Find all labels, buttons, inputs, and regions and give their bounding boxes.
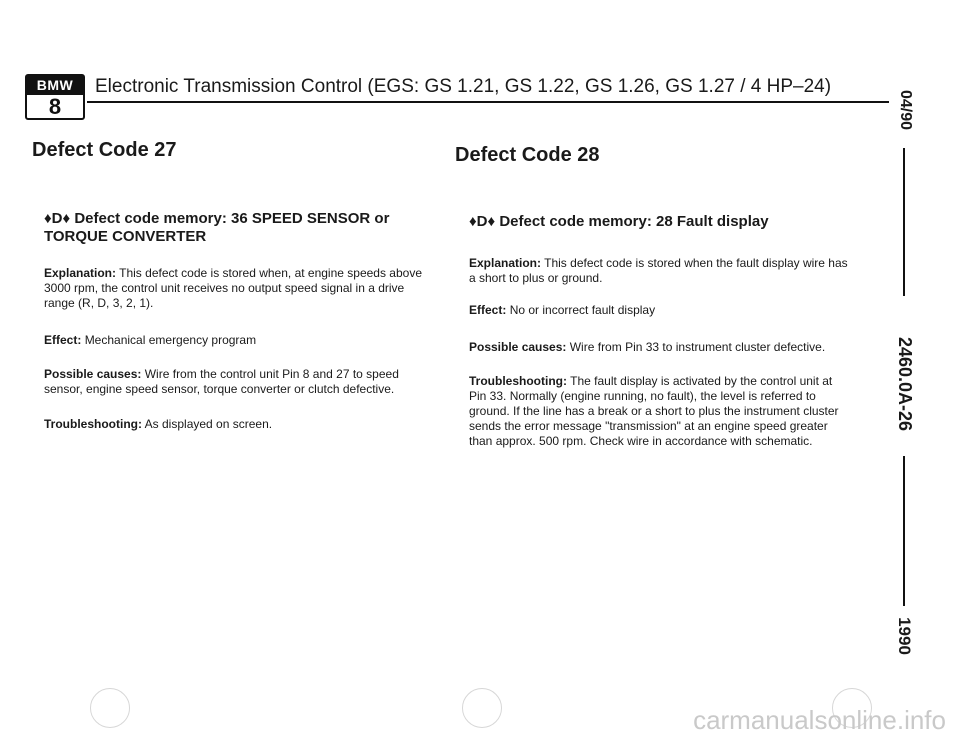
left-causes-label: Possible causes: bbox=[44, 367, 142, 381]
bmw-group-badge bbox=[25, 74, 85, 120]
right-troubleshooting bbox=[469, 374, 849, 449]
margin-date: 04/90 bbox=[897, 89, 914, 131]
punch-hole-center bbox=[462, 688, 502, 728]
right-causes-text: Wire from Pin 33 to instrument cluster defective. bbox=[569, 340, 826, 354]
margin-year: 1990 bbox=[895, 617, 914, 655]
document-title: Electronic Transmission Control (EGS: GS 1.21, GS 1.22, GS 1.26, GS 1.27 / 4 HP–24) bbox=[95, 76, 832, 97]
left-explanation bbox=[44, 266, 422, 311]
left-causes-text: Wire from the control unit Pin 8 and 27 to speed sensor, engine speed sensor, torque converter or clutch defective. bbox=[44, 367, 399, 396]
left-effect bbox=[44, 333, 422, 348]
right-memory-prefix: ♦D♦ bbox=[469, 213, 496, 230]
left-memory-text: Defect code memory: 36 SPEED SENSOR or TORQUE CONVERTER bbox=[44, 210, 390, 245]
right-troubleshooting-text: The fault display is activated by the control unit at Pin 33. Normally (engine running, no fault), the level is referred to ground. If the line has a break or a short to plus the instrument cluster sends the error message "transmission" at an engine speed greater than approx. 500 rpm. Check wire in accordance with schematic. bbox=[469, 374, 839, 448]
right-memory-text: Defect code memory: 28 Fault display bbox=[499, 213, 769, 230]
right-effect bbox=[469, 303, 857, 318]
right-section-heading: Defect Code 28 bbox=[455, 144, 600, 166]
left-explanation-label: Explanation: bbox=[44, 266, 117, 280]
right-causes-label: Possible causes: bbox=[469, 340, 567, 354]
header-rule bbox=[87, 101, 889, 103]
left-memory-prefix: ♦D♦ bbox=[44, 210, 71, 227]
left-section-heading: Defect Code 27 bbox=[32, 139, 177, 161]
right-explanation-text: This defect code is stored when the fault display wire has a short to plus or ground. bbox=[469, 256, 848, 285]
right-explanation bbox=[469, 256, 857, 286]
right-effect-label: Effect: bbox=[469, 303, 507, 317]
left-effect-text: Mechanical emergency program bbox=[84, 333, 257, 347]
margin-line-1 bbox=[903, 148, 905, 296]
left-troubleshooting bbox=[44, 417, 422, 432]
margin-doc-number: 2460.0A-26 bbox=[895, 336, 915, 432]
watermark: carmanualsonline.info bbox=[693, 705, 946, 735]
right-effect-text: No or incorrect fault display bbox=[509, 303, 656, 317]
badge-brand: BMW bbox=[27, 76, 83, 95]
left-causes bbox=[44, 367, 422, 397]
right-explanation-label: Explanation: bbox=[469, 256, 542, 270]
badge-group-number: 8 bbox=[48, 94, 62, 119]
left-troubleshooting-text: As displayed on screen. bbox=[144, 417, 273, 431]
right-troubleshooting-label: Troubleshooting: bbox=[469, 374, 567, 388]
right-memory-heading bbox=[469, 213, 849, 231]
right-causes bbox=[469, 340, 857, 355]
left-explanation-text: This defect code is stored when, at engine speeds above 3000 rpm, the control unit receives no output speed signal in a drive range (R, D, 3, 2, 1). bbox=[44, 266, 422, 310]
punch-hole-left bbox=[90, 688, 130, 728]
left-troubleshooting-label: Troubleshooting: bbox=[44, 417, 142, 431]
left-memory-heading bbox=[44, 210, 394, 246]
margin-line-2 bbox=[903, 456, 905, 606]
left-effect-label: Effect: bbox=[44, 333, 82, 347]
